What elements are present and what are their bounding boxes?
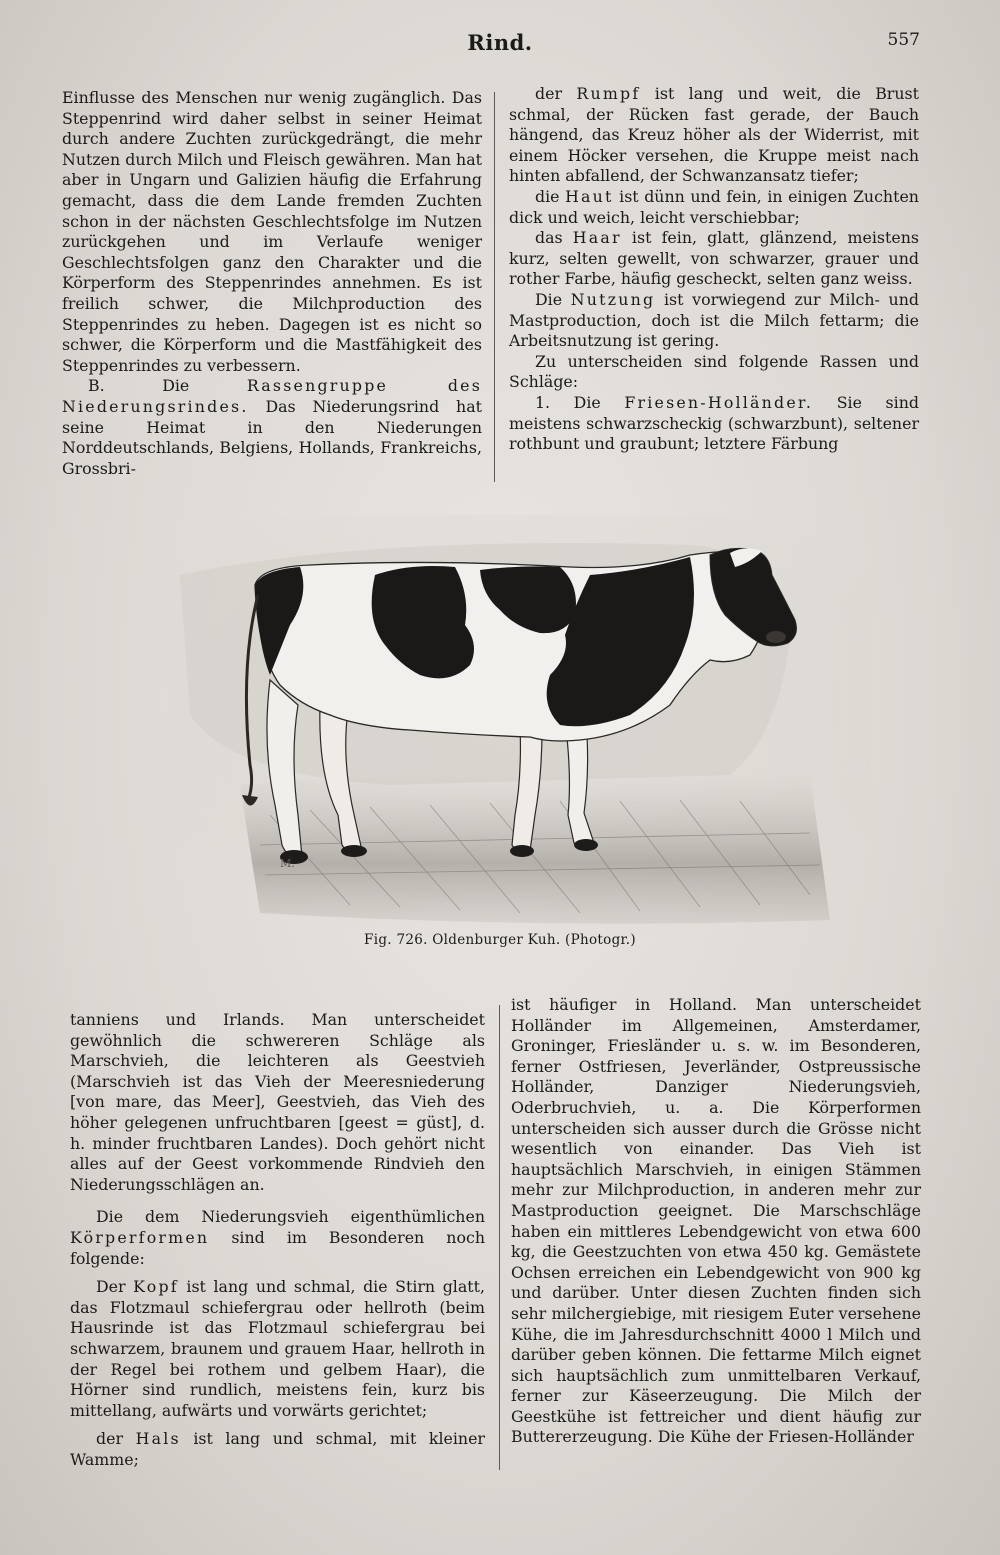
column-left-top — [62, 88, 482, 488]
paragraph: Einflusse des Menschen nur wenig zugänglich. Das Steppenrind wird daher selbst in seiner Heimat durch andere Zuchten zurückgedrängt, die mehr Nutzen durch Milch und Fleisch gewähren. Man hat aber in Ungarn und Galizien häufig die Erfahrung gemacht, dass die dem Lande fremden Zuchten schon in der nächsten Geschlechtsfolge im Nutzen zurückgehen und im Verlaufe weniger Geschlechtsfolgen ganz den Charakter und die Körperform des Steppenrindes annehmen. Es ist freilich schwer, die Milchproduction des Steppenrindes zu heben. Dagegen ist es nicht so schwer, die Körperform und die Mastfähigkeit des Steppenrindes zu verbessern. — [62, 88, 482, 375]
column-rule — [499, 1005, 500, 1470]
paragraph: ist häufiger in Holland. Man unterscheidet Holländer im Allgemeinen, Amsterdamer, Groninger, Friesländer u. s. w. im Besonderen, ferner Ostfriesen, Jeverländer, Ostpreussische Holländer, Danziger Niederungsvieh, Oderbruchvieh, u. a. Die Körperformen unterscheiden sich ausser durch die Grösse nicht wesentlich von einander. Das Vieh ist hauptsächlich Marschvieh, in einigen Stämmen mehr zur Milchproduction, in anderen mehr zur Mastproduction geeignet. Die Marschschläge haben ein mittleres Lebendgewicht von etwa 600 kg, die Geestzuchten von etwa 450 kg. Gemästete Ochsen erreichen ein Lebendgewicht von 900 kg und darüber. Unter diesen Zuchten finden sich sehr milchergiebige, mit riesigem Euter versehene Kühe, die im Jahresdurchschnitt 4000 l Milch und darüber geben können. Die fettarme Milch eignet sich hauptsächlich zum unmittelbaren Verkauf, ferner zur Käseerzeugung. Die Milch der Geestkühe ist fettreicher und dient häufig zur Buttererzeugung. Die Kühe der Friesen-Holländer — [511, 995, 921, 1447]
paragraph — [509, 228, 919, 290]
engraver-signature: M. — [280, 857, 295, 870]
text-run: ist lang und schmal, die Stirn glatt, das Flotzmaul schiefergrau oder hellroth (beim Hausrinde ist das Flotzmaul schiefergrau bei schwarzem, braunem und grauem Haar, hellroth in der Regel bei rothem und gelbem Haar), die Hörner sind rundlich, meistens fein, kurz bis mittellang, aufwärts und vorwärts gerichtet; — [70, 1277, 485, 1420]
paragraph — [62, 376, 482, 479]
text-run: sind im Besonderen noch folgende: — [70, 1227, 485, 1268]
text-run: Die dem Niederungsvieh eigenthümlichen — [96, 1207, 485, 1227]
spaced-heading: Rassengruppe des Niederungsrindes. — [62, 376, 482, 416]
page-number: 557 — [887, 30, 920, 50]
column-right-top — [509, 84, 919, 484]
paragraph: Zu unterscheiden sind folgende Rassen und Schläge: — [509, 351, 919, 392]
text-run: ist fein, glatt, glänzend, meistens kurz, selten gewellt, von schwarzer, grauer und rother Farbe, häufig gescheckt, selten ganz weiss. — [509, 228, 919, 289]
figure-caption: Fig. 726. Oldenburger Kuh. (Photogr.) — [364, 932, 636, 948]
text-run: Die — [535, 289, 571, 309]
running-title: Rind. — [467, 30, 533, 55]
column-right-bottom — [511, 995, 921, 1465]
paragraph — [509, 187, 919, 228]
spaced-term: Haut — [565, 186, 614, 206]
spaced-term: Körperformen — [70, 1227, 210, 1247]
text-run: ist dünn und fein, in einigen Zuchten dick und weich, leicht verschiebbar; — [509, 186, 919, 227]
paragraph — [509, 290, 919, 352]
text-run: ist lang und schmal, mit kleiner Wamme; — [70, 1429, 485, 1469]
text-run: B. Die — [88, 376, 247, 396]
paragraph — [70, 1207, 485, 1269]
spaced-term: Hals — [135, 1429, 181, 1449]
spaced-term: Haar — [572, 228, 622, 248]
paragraph — [70, 1429, 485, 1470]
spaced-term: Kopf — [133, 1277, 179, 1297]
text-run: Der — [96, 1277, 134, 1297]
paragraph — [509, 84, 919, 187]
spaced-term: Rumpf — [576, 84, 641, 103]
paragraph — [70, 1277, 485, 1421]
text-run: der — [96, 1429, 136, 1449]
text-run: ist lang und weit, die Brust schmal, der Rücken fast gerade, der Bauch hängend, das Kreuz höher als der Widerrist, mit einem Höcker versehen, die Kruppe meist nach hinten abfallend, der Schwanzansatz tiefer; — [509, 84, 919, 186]
text-run: ist vorwiegend zur Milch- und Mastproduction, doch ist die Milch fettarm; die Arbeitsnutzung ist gering. — [509, 289, 919, 351]
spaced-term: Friesen-Holländer. — [624, 392, 814, 412]
text-run: 1. Die — [535, 392, 625, 412]
cow-illustration — [170, 515, 870, 935]
column-rule — [494, 92, 495, 482]
text-run: Das Niederungsrind hat seine Heimat in den Niederungen Norddeutschlands, Belgiens, Hollands, Frankreichs, Grossbri- — [62, 396, 482, 478]
paragraph: tanniens und Irlands. Man unterscheidet gewöhnlich die schwereren Schläge als Marschvieh, die leichteren als Geestvieh (Marschvieh ist das Vieh der Meeresniederung [von mare, das Meer], Geestvieh, das Vieh des höher gelegenen unfruchtbaren [geest = güst], d. h. minder fruchtbaren Landes). Doch gehört nicht alles auf der Geest vorkommende Rindvieh den Niederungsschlägen an. — [70, 1010, 485, 1194]
text-run: das — [535, 228, 573, 248]
text-run: Sie sind meistens schwarzscheckig (schwarzbunt), seltener rothbunt und graubunt; letztere Färbung — [509, 392, 919, 454]
spaced-term: Nutzung — [570, 289, 656, 309]
text-run: der — [535, 84, 577, 103]
paragraph — [509, 393, 919, 455]
column-left-bottom — [70, 1010, 485, 1480]
text-run: die — [535, 186, 566, 206]
